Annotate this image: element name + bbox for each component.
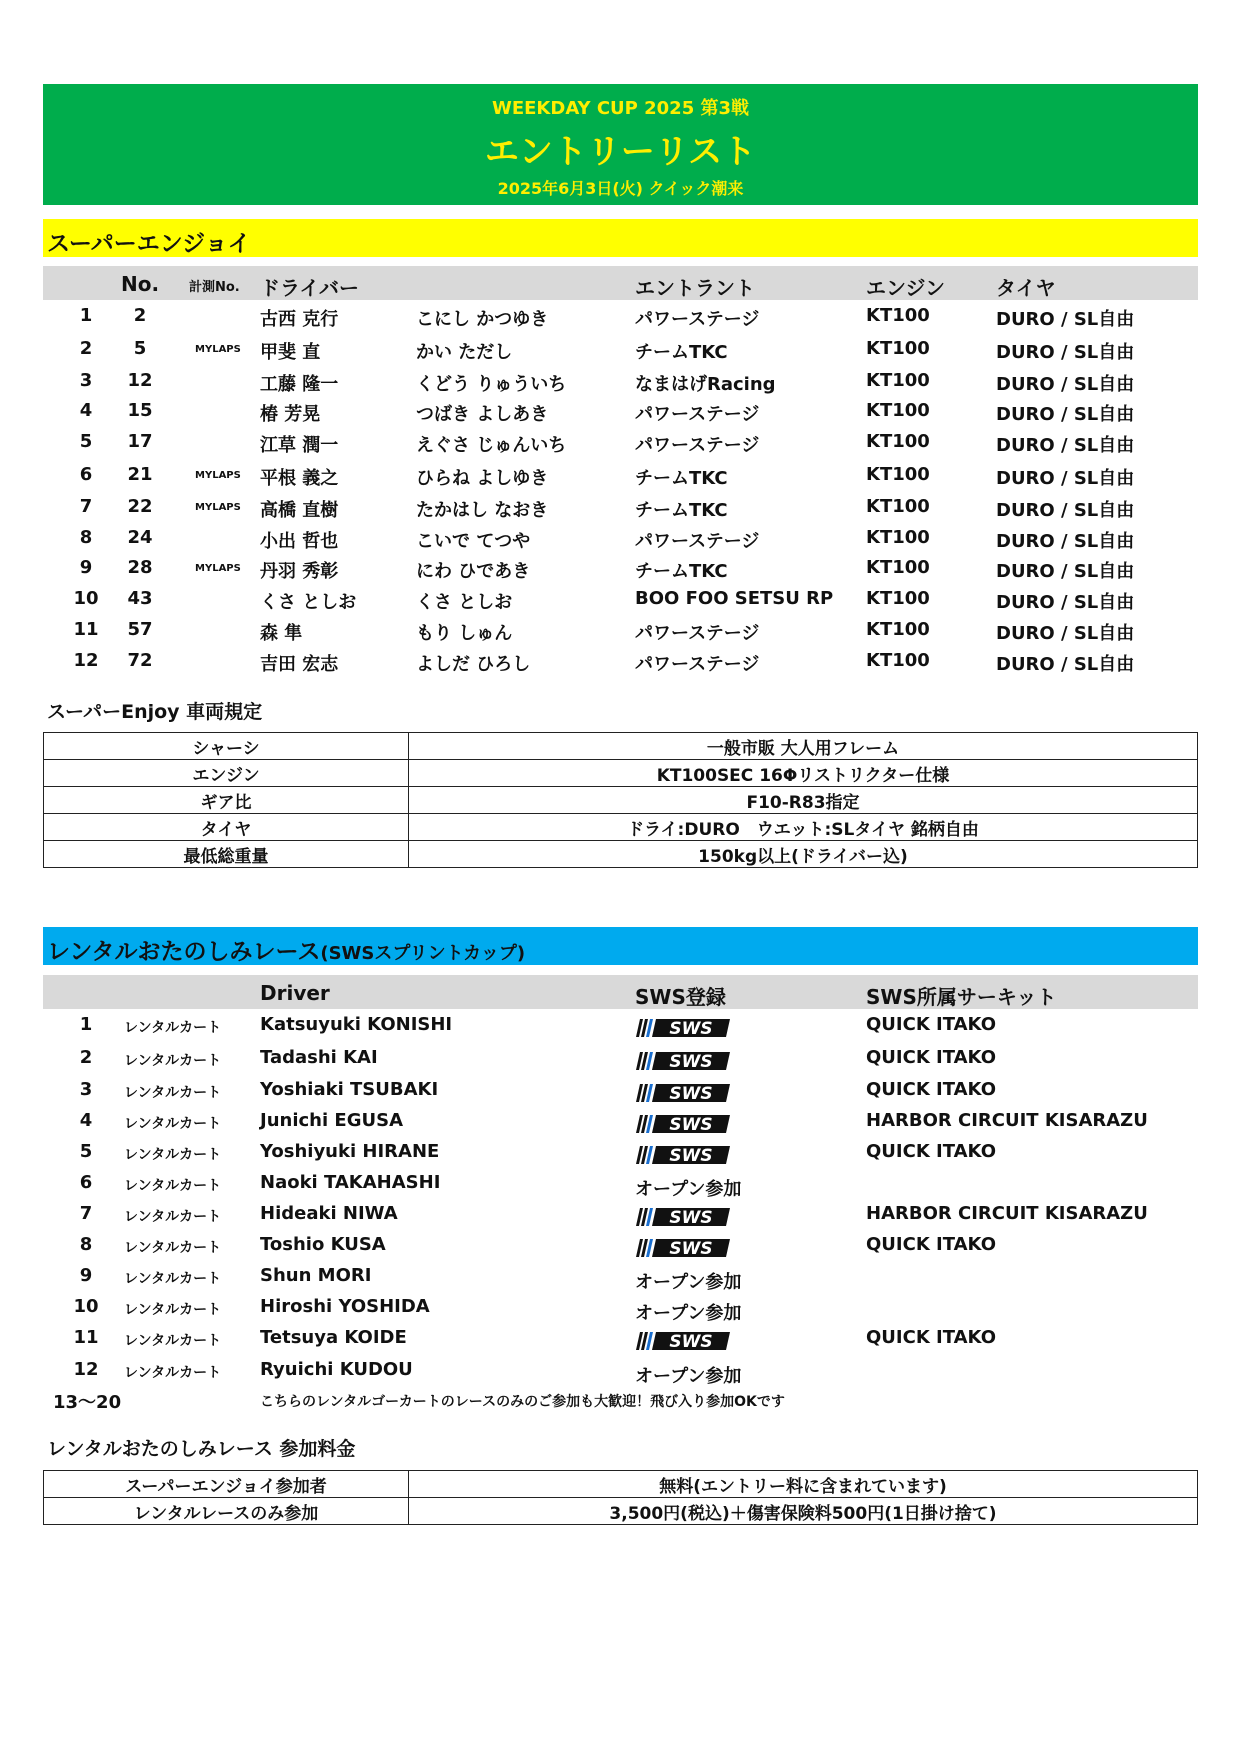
spec-value: KT100SEC 16Φリストリクター仕様 [409,760,1198,787]
driver-name: 甲斐 直 [260,342,321,363]
rental-extra-row [43,1386,1198,1416]
kart-type: レンタルカート [124,1302,222,1318]
driver-name: 丹羽 秀彰 [260,561,339,582]
spec-key: レンタルレースのみ参加 [44,1498,409,1525]
entry-position: 12 [73,1359,99,1380]
enjoy-table-header [43,266,1198,300]
sws-logo-icon [636,1145,730,1165]
col-tire: タイヤ [996,276,1056,300]
spec-value: 3,500円(税込)＋傷害保険料500円(1日掛け捨て) [409,1498,1198,1525]
table-row [43,1139,1198,1169]
entry-position: 2 [79,338,93,359]
tire: DURO / SL自由 [996,623,1135,644]
driver-name: Yoshiaki TSUBAKI [260,1079,439,1100]
kart-type: レンタルカート [124,1053,222,1069]
tire: DURO / SL自由 [996,592,1135,613]
car-number: 2 [133,305,147,326]
engine: KT100 [866,305,930,326]
rental-section-bar [43,927,1198,965]
col-timing: 計測No. [189,280,240,295]
rental-section-title [47,933,525,966]
entrant-name: パワーステージ [635,531,760,552]
spec-row [44,733,1198,760]
fees-title: レンタルおたのしみレース 参加料金 [47,1438,356,1460]
kart-type: レンタルカート [124,1085,222,1101]
engine: KT100 [866,527,930,548]
col-driver: ドライバー [260,276,359,300]
entrant-name: パワーステージ [635,435,760,456]
sws-status: オープン参加 [635,1366,742,1387]
driver-name: 吉田 宏志 [260,654,339,675]
table-row [43,617,1198,647]
driver-kana: よしだ ひろし [416,654,531,675]
driver-name: 平根 義之 [260,468,339,489]
sws-logo-text: SWS [669,1115,713,1134]
rental-table-header [43,975,1198,1009]
tire: DURO / SL自由 [996,561,1135,582]
col-sws-registration: SWS登録 [635,985,726,1009]
engine: KT100 [866,496,930,517]
driver-kana: こにし かつゆき [416,309,549,330]
home-circuit: QUICK ITAKO [866,1141,996,1162]
home-circuit: QUICK ITAKO [866,1079,996,1100]
engine: KT100 [866,400,930,421]
kart-type: レンタルカート [124,1178,222,1194]
driver-name: Hiroshi YOSHIDA [260,1296,430,1317]
entry-position: 5 [79,1141,93,1162]
driver-kana: たかはし なおき [416,500,549,521]
entrant-name: チームTKC [635,561,728,582]
sws-logo-icon [636,1018,730,1038]
engine: KT100 [866,464,930,485]
driver-name: Tadashi KAI [260,1047,378,1068]
extra-pos: 13～20 [53,1392,122,1413]
tire: DURO / SL自由 [996,309,1135,330]
kart-type: レンタルカート [124,1333,222,1349]
sws-logo-icon [636,1238,730,1258]
kart-type: レンタルカート [124,1020,222,1036]
car-number: 28 [127,557,153,578]
entrant-name: チームTKC [635,468,728,489]
table-row [43,368,1198,398]
sws-status: オープン参加 [635,1272,742,1293]
sws-logo-icon [636,1051,730,1071]
kart-type: レンタルカート [124,1271,222,1287]
home-circuit: QUICK ITAKO [866,1234,996,1255]
entry-position: 11 [73,619,99,640]
timing-label: MYLAPS [195,344,241,355]
table-row [43,1170,1198,1200]
entrant-name: パワーステージ [635,623,760,644]
tire: DURO / SL自由 [996,500,1135,521]
spec-value: 150kg以上(ドライバー込) [409,841,1198,868]
sws-status: オープン参加 [635,1303,742,1324]
event-name: WEEKDAY CUP 2025 第3戦 [491,98,750,119]
kart-type: レンタルカート [124,1147,222,1163]
car-number: 24 [127,527,153,548]
table-row [43,1201,1198,1231]
table-row [43,429,1198,459]
spec-row [44,1498,1198,1525]
driver-kana: えぐさ じゅんいち [416,435,567,456]
driver-name: 椿 芳晃 [260,404,321,425]
driver-name: Shun MORI [260,1265,372,1286]
entrant-name: チームTKC [635,500,728,521]
sws-status: オープン参加 [635,1179,742,1200]
engine: KT100 [866,557,930,578]
enjoy-section-title: スーパーエンジョイ [47,231,251,257]
driver-name: Toshio KUSA [260,1234,386,1255]
car-number: 12 [127,370,153,391]
table-row [43,1077,1198,1107]
table-row [43,1012,1198,1042]
table-row [43,303,1198,333]
kart-type: レンタルカート [124,1209,222,1225]
table-row [43,1325,1198,1355]
engine: KT100 [866,619,930,640]
driver-name: Naoki TAKAHASHI [260,1172,441,1193]
car-number: 72 [127,650,153,671]
table-row [43,525,1198,555]
tire: DURO / SL自由 [996,374,1135,395]
table-row [43,1294,1198,1324]
spec-key: スーパーエンジョイ参加者 [44,1471,409,1498]
engine: KT100 [866,431,930,452]
spec-value: ドライ:DURO ウエット:SLタイヤ 銘柄自由 [409,814,1198,841]
entry-position: 9 [79,557,93,578]
car-number: 5 [133,338,147,359]
table-row [43,586,1198,616]
table-row [43,1108,1198,1138]
tire: DURO / SL自由 [996,531,1135,552]
tire: DURO / SL自由 [996,468,1135,489]
spec-key: エンジン [44,760,409,787]
entrant-name: パワーステージ [635,309,760,330]
driver-name: 高橋 直樹 [260,500,339,521]
timing-label: MYLAPS [195,502,241,513]
rental-section-title-suffix: (SWSスプリントカップ) [320,943,526,964]
tire: DURO / SL自由 [996,654,1135,675]
fees-table [43,1470,1198,1525]
entry-position: 8 [79,1234,93,1255]
entry-position: 5 [79,431,93,452]
car-number: 43 [127,588,153,609]
entry-position: 4 [79,1110,93,1131]
table-row [43,648,1198,678]
sws-logo-icon [636,1331,730,1351]
driver-kana: つばき よしあき [416,404,549,425]
entry-position: 12 [73,650,99,671]
tire: DURO / SL自由 [996,404,1135,425]
spec-row [44,760,1198,787]
sws-logo-icon [636,1207,730,1227]
regulation-title: スーパーEnjoy 車両規定 [47,701,263,723]
car-number: 15 [127,400,153,421]
engine: KT100 [866,338,930,359]
table-row [43,1045,1198,1075]
table-row [43,555,1198,585]
table-row [43,462,1198,492]
extra-note: こちらのレンタルゴーカートのレースのみのご参加も大歓迎！飛び入り参加OKです [260,1394,785,1410]
car-number: 57 [127,619,153,640]
entry-position: 1 [79,305,93,326]
engine: KT100 [866,588,930,609]
driver-kana: ひらね よしゆき [416,468,549,489]
entrant-name: パワーステージ [635,404,760,425]
spec-key: 最低総重量 [44,841,409,868]
entry-position: 11 [73,1327,99,1348]
driver-name: Yoshiyuki HIRANE [260,1141,440,1162]
driver-name: Junichi EGUSA [260,1110,403,1131]
sws-logo-text: SWS [669,1084,713,1103]
event-date-venue: 2025年6月3日(火) クイック潮来 [497,179,744,198]
spec-key: タイヤ [44,814,409,841]
driver-kana: かい ただし [416,342,513,363]
table-row [43,1263,1198,1293]
table-row [43,1357,1198,1387]
driver-name: くさ としお [260,592,357,613]
entrant-name: パワーステージ [635,654,760,675]
driver-kana: くさ としお [416,592,513,613]
spec-key: ギア比 [44,787,409,814]
col-engine: エンジン [866,276,945,300]
spec-row [44,1471,1198,1498]
sws-logo-text: SWS [669,1332,713,1351]
entry-position: 10 [73,588,99,609]
driver-name: Tetsuya KOIDE [260,1327,407,1348]
entry-position: 7 [79,496,93,517]
entrant-name: チームTKC [635,342,728,363]
engine: KT100 [866,650,930,671]
driver-name: 江草 潤一 [260,435,339,456]
entrant-name: なまはげRacing [635,374,776,395]
col-rental-driver: Driver [260,981,330,1005]
kart-type: レンタルカート [124,1365,222,1381]
car-number: 17 [127,431,153,452]
kart-type: レンタルカート [124,1240,222,1256]
driver-kana: くどう りゅういち [416,374,567,395]
sws-logo-text: SWS [669,1239,713,1258]
enjoy-section-bar [43,219,1198,257]
driver-kana: こいで てつや [416,531,531,552]
spec-key: シャーシ [44,733,409,760]
timing-label: MYLAPS [195,470,241,481]
driver-name: 古西 克行 [260,309,339,330]
kart-type: レンタルカート [124,1116,222,1132]
table-row [43,494,1198,524]
car-number: 22 [127,496,153,517]
sws-logo-text: SWS [669,1146,713,1165]
col-entrant: エントラント [635,276,755,300]
driver-name: 小出 哲也 [260,531,339,552]
table-row [43,398,1198,428]
entry-position: 7 [79,1203,93,1224]
regulation-table [43,732,1198,868]
engine: KT100 [866,370,930,391]
sws-logo-icon [636,1083,730,1103]
driver-name: Hideaki NIWA [260,1203,398,1224]
entry-position: 2 [79,1047,93,1068]
tire: DURO / SL自由 [996,342,1135,363]
spec-value: F10-R83指定 [409,787,1198,814]
entry-position: 10 [73,1296,99,1317]
entry-position: 8 [79,527,93,548]
entry-position: 1 [79,1014,93,1035]
entry-position: 4 [79,400,93,421]
driver-name: 工藤 隆一 [260,374,339,395]
spec-value: 無料(エントリー料に含まれています) [409,1471,1198,1498]
driver-kana: もり しゅん [416,623,513,644]
home-circuit: HARBOR CIRCUIT KISARAZU [866,1203,1148,1224]
col-no: No. [121,272,160,296]
sws-logo-icon [636,1114,730,1134]
spec-value: 一般市販 大人用フレーム [409,733,1198,760]
entry-position: 6 [79,464,93,485]
tire: DURO / SL自由 [996,435,1135,456]
page-title: エントリーリスト [484,132,757,172]
home-circuit: QUICK ITAKO [866,1047,996,1068]
entrant-name: BOO FOO SETSU RP [635,588,834,609]
timing-label: MYLAPS [195,563,241,574]
rental-section-title-main: レンタルおたのしみレース [47,939,321,965]
table-row [43,336,1198,366]
entry-position: 6 [79,1172,93,1193]
driver-name: 森 隼 [260,623,303,644]
sws-logo-text: SWS [669,1019,713,1038]
entry-position: 3 [79,1079,93,1100]
home-circuit: QUICK ITAKO [866,1014,996,1035]
driver-name: Ryuichi KUDOU [260,1359,413,1380]
spec-row [44,814,1198,841]
car-number: 21 [127,464,153,485]
spec-row [44,787,1198,814]
driver-name: Katsuyuki KONISHI [260,1014,453,1035]
spec-row [44,841,1198,868]
col-sws-circuit: SWS所属サーキット [866,985,1057,1009]
sws-logo-text: SWS [669,1208,713,1227]
driver-kana: にわ ひであき [416,561,531,582]
page-header [43,84,1198,205]
home-circuit: HARBOR CIRCUIT KISARAZU [866,1110,1148,1131]
table-row [43,1232,1198,1262]
home-circuit: QUICK ITAKO [866,1327,996,1348]
entry-position: 9 [79,1265,93,1286]
entry-position: 3 [79,370,93,391]
sws-logo-text: SWS [669,1052,713,1071]
